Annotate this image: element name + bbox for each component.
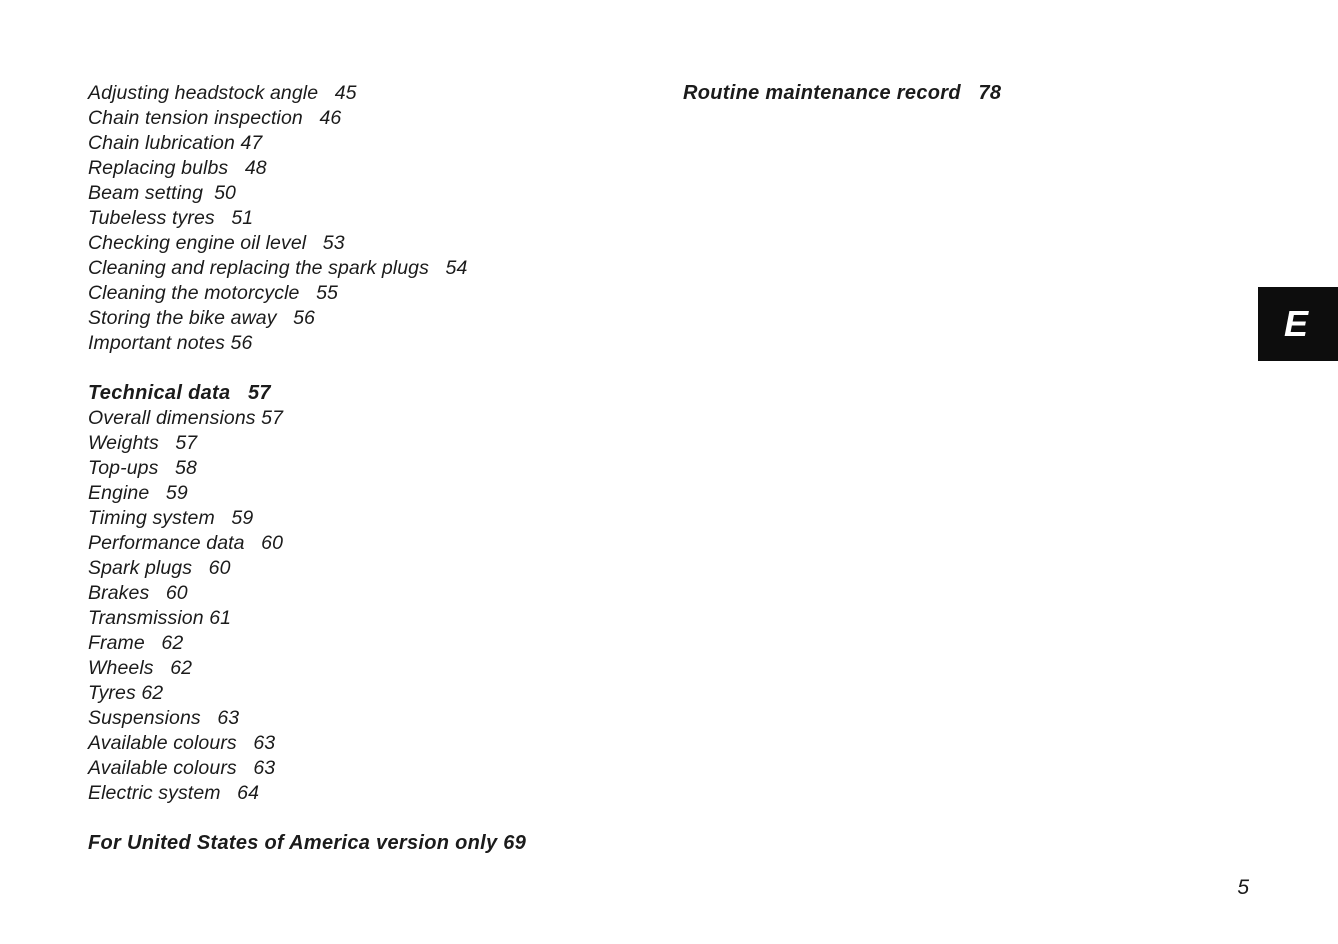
toc-entry — [88, 256, 668, 281]
toc-entry-page: 58 — [175, 457, 197, 479]
toc-entry-label: Performance data — [88, 532, 245, 554]
toc-entry-page: 60 — [165, 582, 188, 604]
toc-entry-label: Technical data — [88, 382, 231, 404]
toc-entry — [88, 781, 668, 806]
toc-section-heading — [88, 381, 668, 406]
toc-entry — [88, 81, 668, 106]
toc-entry — [88, 331, 668, 356]
toc-entry-label: Chain tension inspection — [88, 107, 303, 129]
toc-entry-label: Brakes — [88, 582, 150, 604]
toc-entry-page: 57 — [175, 432, 198, 454]
toc-entry-page: 63 — [253, 757, 276, 779]
page-number: 5 — [1237, 876, 1249, 899]
toc-entry-page: 61 — [209, 607, 232, 629]
toc-section-heading — [683, 81, 1203, 106]
toc-entry — [88, 156, 668, 181]
toc-right-column — [683, 81, 1203, 106]
toc-entry-label: Routine maintenance record — [683, 82, 961, 104]
toc-entry-page: 59 — [231, 507, 254, 529]
toc-left-column — [88, 81, 668, 856]
toc-entry-label: Chain lubrication — [88, 132, 235, 154]
toc-entry-page: 60 — [208, 557, 231, 579]
toc-section-heading — [88, 831, 668, 856]
toc-entry-label: Cleaning and replacing the spark plugs — [88, 257, 429, 279]
toc-entry-label: Overall dimensions — [88, 407, 256, 429]
toc-entry-page: 53 — [322, 232, 345, 254]
toc-entry-label: Transmission — [88, 607, 204, 629]
toc-entry — [88, 631, 668, 656]
toc-entry-label: Checking engine oil level — [88, 232, 307, 254]
toc-entry-page: 62 — [141, 682, 164, 704]
toc-entry-label: Tyres — [88, 682, 136, 704]
toc-entry — [88, 506, 668, 531]
toc-entry-page: 56 — [230, 332, 253, 354]
toc-entry-page: 45 — [334, 82, 357, 104]
toc-entry-page: 63 — [253, 732, 276, 754]
toc-entry-page: 78 — [978, 82, 1002, 104]
toc-entry — [88, 406, 668, 431]
toc-entry-page: 62 — [161, 632, 184, 654]
toc-entry-page: 56 — [293, 307, 315, 329]
toc-entry-label: Engine — [88, 482, 150, 504]
toc-entry-label: Adjusting headstock angle — [88, 82, 319, 104]
toc-entry-label: Spark plugs — [88, 557, 193, 579]
toc-entry — [88, 306, 668, 331]
toc-entry — [88, 131, 668, 156]
toc-entry-page: 51 — [231, 207, 254, 229]
toc-entry-label: Available colours — [88, 757, 237, 779]
toc-entry — [88, 231, 668, 256]
toc-entry — [88, 281, 668, 306]
toc-entry — [88, 706, 668, 731]
toc-entry-label: Replacing bulbs — [88, 157, 229, 179]
toc-entry-label: Weights — [88, 432, 159, 454]
toc-entry-label: Suspensions — [88, 707, 201, 729]
toc-entry-page: 64 — [237, 782, 260, 804]
toc-entry-label: Important notes — [88, 332, 225, 354]
toc-entry-page: 54 — [445, 257, 468, 279]
section-tab-letter: E — [1283, 303, 1308, 344]
toc-entry-page: 55 — [316, 282, 338, 304]
toc-entry-label: Frame — [88, 632, 145, 654]
toc-entry — [88, 456, 668, 481]
toc-entry — [88, 556, 668, 581]
toc-entry-label: Beam setting — [88, 182, 204, 204]
toc-entry-page: 62 — [170, 657, 193, 679]
toc-entry-page: 69 — [503, 832, 527, 854]
toc-entry-page: 48 — [244, 157, 267, 179]
toc-entry-page: 50 — [214, 182, 236, 204]
toc-entry-label: Storing the bike away — [88, 307, 277, 329]
section-tab — [1258, 287, 1338, 361]
toc-entry-label: Timing system — [88, 507, 215, 529]
toc-entry-label: Electric system — [88, 782, 221, 804]
toc-entry-label: Available colours — [88, 732, 237, 754]
toc-entry — [88, 206, 668, 231]
toc-entry — [88, 731, 668, 756]
toc-entry — [88, 681, 668, 706]
toc-entry — [88, 656, 668, 681]
toc-entry — [88, 581, 668, 606]
toc-entry-label: Cleaning the motorcycle — [88, 282, 300, 304]
toc-entry-page: 63 — [217, 707, 240, 729]
section-gap — [88, 356, 668, 381]
toc-entry-label: Top-ups — [88, 457, 159, 479]
toc-entry-page: 60 — [261, 532, 284, 554]
toc-entry — [88, 106, 668, 131]
toc-entry — [88, 606, 668, 631]
toc-entry-label: For United States of America version only — [88, 832, 498, 854]
toc-entry — [88, 481, 668, 506]
toc-entry — [88, 431, 668, 456]
section-gap — [88, 806, 668, 831]
toc-entry-page: 57 — [247, 382, 271, 404]
toc-entry-page: 59 — [165, 482, 188, 504]
toc-entry-label: Wheels — [88, 657, 154, 679]
toc-entry — [88, 756, 668, 781]
toc-entry-page: 46 — [319, 107, 342, 129]
toc-entry — [88, 531, 668, 556]
toc-entry — [88, 181, 668, 206]
toc-entry-page: 57 — [261, 407, 284, 429]
toc-entry-page: 47 — [240, 132, 263, 154]
toc-entry-label: Tubeless tyres — [88, 207, 215, 229]
